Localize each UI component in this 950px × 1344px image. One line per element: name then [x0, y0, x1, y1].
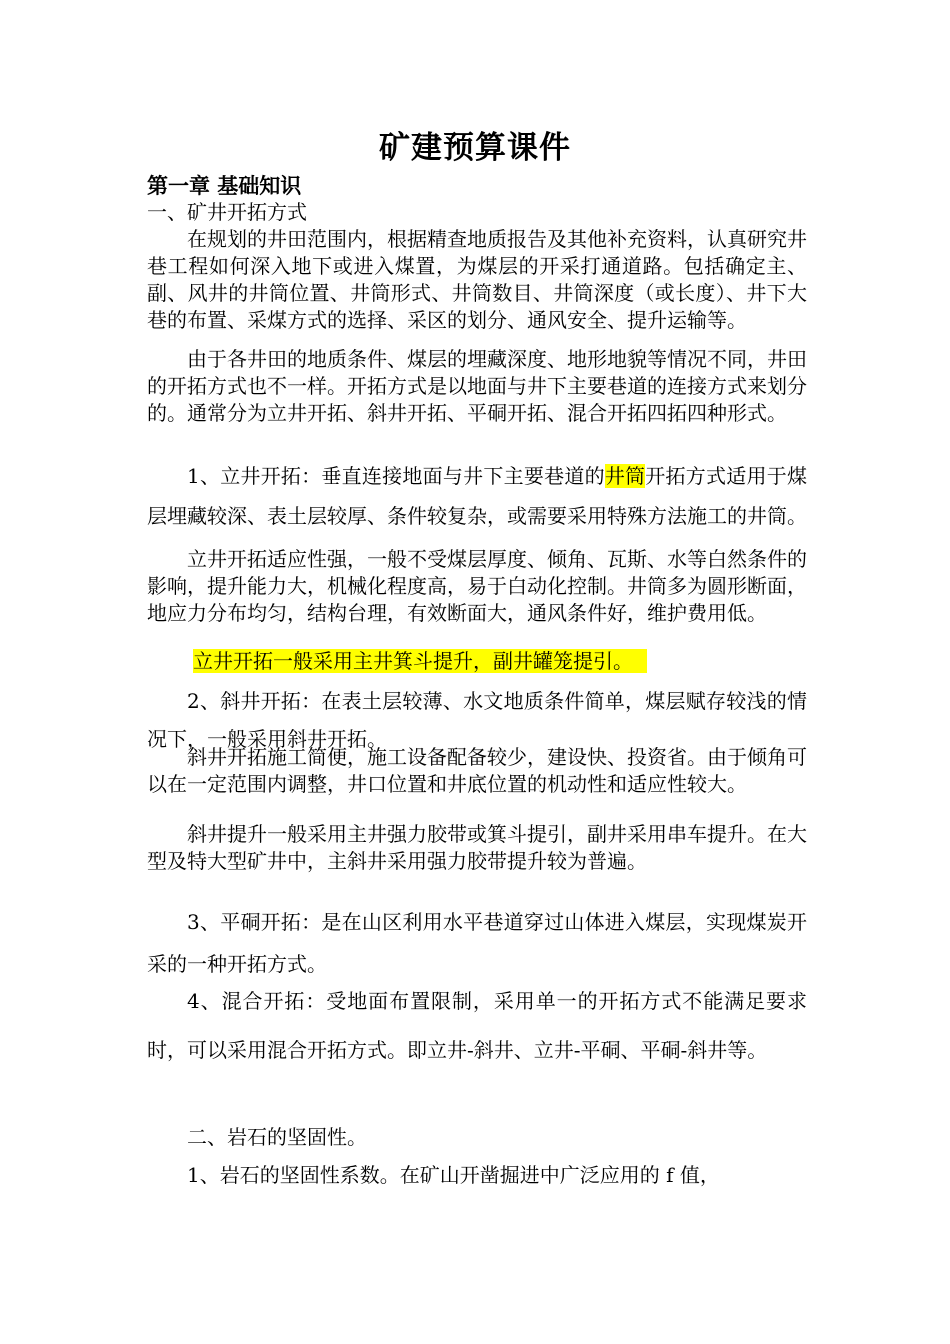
paragraph-2: 由于各井田的地质条件、煤层的埋藏深度、地形地貌等情况不同，井田的开拓方式也不一样。开拓方式是以地面与井下主要巷道的连接方式来划分的。通常分为立井开拓、斜井开拓、平硐开拓、混合开拓四拓四种形式。 [147, 347, 807, 425]
paragraph-4: 立井开拓适应性强，一般不受煤层厚度、倾角、瓦斯、水等白然条件的影响，提升能力大，机械化程度高，易于白动化控制。井筒多为圆形断面，地应力分布均匀，结构台理，有效断面大，通风条件好，维护费用低。 [147, 547, 807, 625]
highlighted-term: 井筒 [604, 464, 646, 488]
paragraph-3-text-b: 开拓方式适用于煤层埋藏较深、表土层较厚、条件较复杂，或需要采用特殊方法施工的井筒。 [147, 464, 807, 528]
paragraph-9: 3、平硐开拓：是在山区利用水平巷道穿过山体进入煤层，实现煤炭开采的一种开拓方式。 [147, 910, 807, 976]
section-heading-2: 二、岩石的坚固性。 [187, 1125, 367, 1149]
highlighted-sentence: 立井开拓一般采用主井箕斗提升，副井罐笼提引。 [193, 649, 647, 673]
paragraph-3-text-a: 1、立井开拓：垂直连接地面与井下主要巷道的 [187, 464, 605, 488]
paragraph-3 [147, 456, 807, 536]
section-heading-1: 一、矿井开拓方式 [147, 200, 307, 224]
document-title: 矿建预算课件 [379, 130, 571, 166]
paragraph-6: 2、斜井开拓：在表土层较薄、水文地质条件简单，煤层赋存较浅的情况下，一般采用斜井开拓。 [147, 689, 807, 751]
chapter-heading: 第一章 基础知识 [147, 173, 302, 198]
paragraph-11: 1、岩石的坚固性系数。在矿山开凿掘进中广泛应用的 f 值， [187, 1163, 720, 1187]
paragraph-5 [147, 648, 807, 675]
paragraph-1: 在规划的井田范围内，根据精查地质报告及其他补充资料，认真研究井巷工程如何深入地下或进入煤置，为煤层的开采打通道路。包括确定主、副、风井的井筒位置、井筒形式、井筒数目、井筒深度（或长度）、井下大巷的布置、采煤方式的选择、采区的划分、通风安全、提升运输等。 [147, 227, 807, 332]
paragraph-8: 斜井提升一般采用主井强力胶带或箕斗提引，副井采用串车提升。在大型及特大型矿井中，主斜井采用强力胶带提升较为普遍。 [147, 822, 807, 873]
paragraph-10: 4、混合开拓：受地面布置限制，采用单一的开拓方式不能满足要求时，可以采用混合开拓方式。即立井-斜井、立井-平硐、平硐-斜井等。 [147, 989, 807, 1062]
paragraph-7: 斜井开拓施工简便，施工设备配备较少，建设快、投资省。由于倾角可以在一定范围内调整，井口位置和井底位置的机动性和适应性较大。 [147, 745, 807, 796]
